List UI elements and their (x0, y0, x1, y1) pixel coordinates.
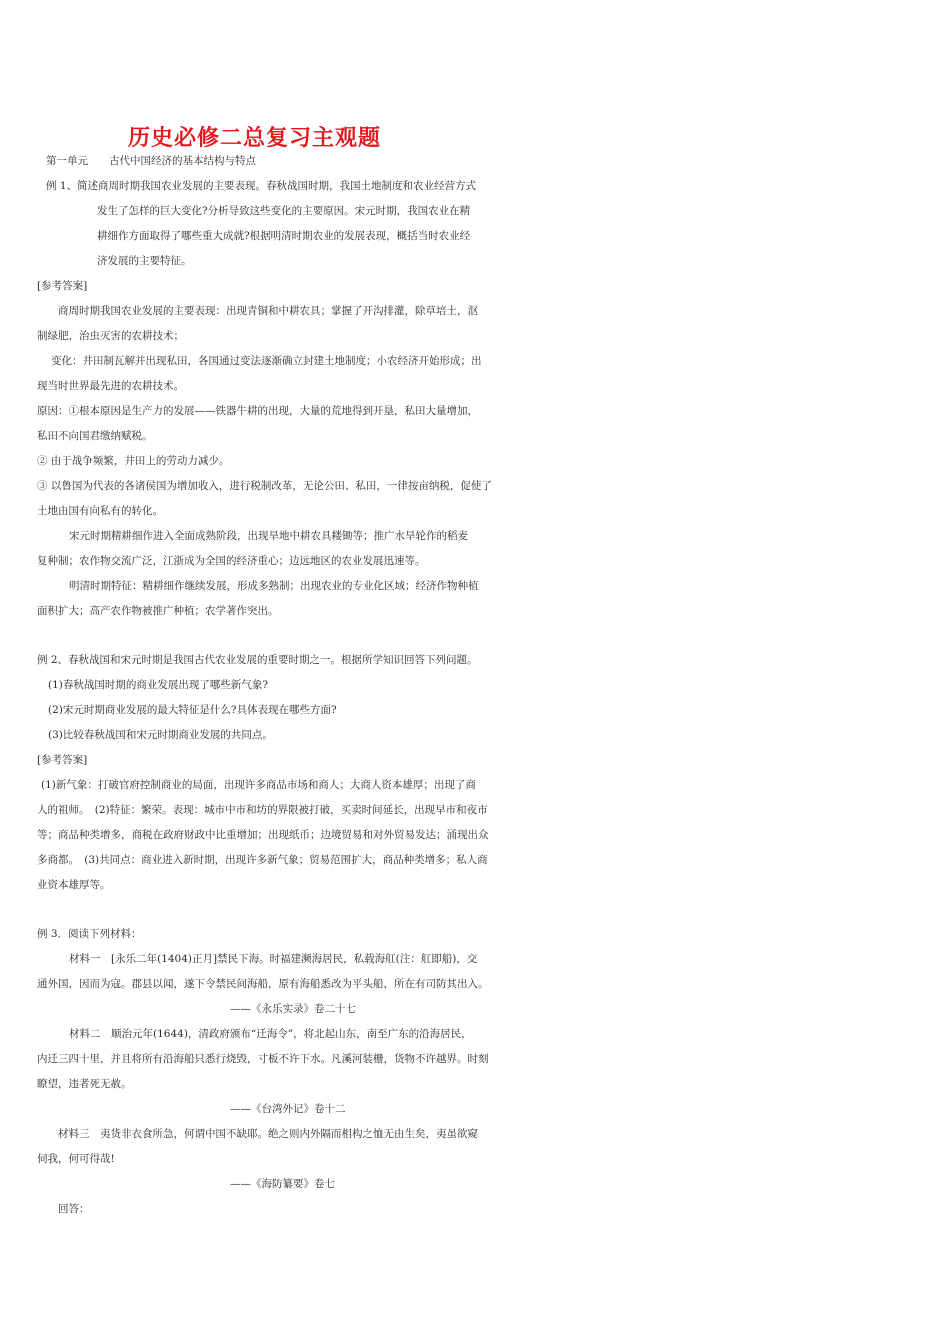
ex1-question-line: 发生了怎样的巨大变化?分析导致这些变化的主要原因。宋元时期，我国农业在精 (97, 205, 471, 217)
ex1-question-line: 济发展的主要特征。 (97, 255, 192, 267)
ex1-answer-line: 宋元时期精耕细作进入全面成熟阶段，出现旱地中耕农具耧锄等；推广水旱轮作的稻麦 (69, 530, 468, 542)
ex3-source-citation: ——《海防纂要》卷七 (230, 1178, 335, 1190)
ex3-material-line: 瞭望，违者死无赦。 (37, 1078, 132, 1090)
ex1-answer-line: ② 由于战争频繁，井田上的劳动力减少。 (37, 455, 230, 467)
ex1-question-line: 耕细作方面取得了哪些重大成就?根据明清时期农业的发展表现，概括当时农业经 (97, 230, 471, 242)
ex1-answer-line: 私田不向国君缴纳赋税。 (37, 430, 153, 442)
ex1-answer-line: 明清时期特征：精耕细作继续发展，形成多熟制；出现农业的专业化区域；经济作物种植 (69, 580, 479, 592)
ex1-answer-line: 原因：①根本原因是生产力的发展——铁器牛耕的出现，大量的荒地得到开垦，私田大量增加， (37, 405, 478, 417)
ex3-answer-label: 回答： (58, 1203, 90, 1215)
ex3-source-citation: ——《永乐实录》卷二十七 (230, 1003, 356, 1015)
ex3-material-line: 内迁三四十里，并且将所有沿海船只悉行烧毁，寸板不许下水。凡溪河装栅，货物不许越界。时刻 (37, 1053, 489, 1065)
ex1-answer-line: ③ 以鲁国为代表的各诸侯国为增加收入，进行税制改革，无论公田、私田，一律按亩纳税，促使了 (37, 480, 492, 492)
ex2-reference-label: [参考答案] (37, 754, 88, 766)
ex1-answer-line: 现当时世界最先进的农耕技术。 (37, 380, 184, 392)
unit-heading: 第一单元 古代中国经济的基本结构与特点 (46, 155, 256, 167)
ex2-answer-line: 人的祖师。 (2)特征：繁荣。表现：城市中市和坊的界限被打破，买卖时间延长，出现早市和夜市 (37, 804, 488, 816)
ex2-answer-line: (1)新气象：打破官府控制商业的局面，出现许多商品市场和商人；大商人资本雄厚；出现了商 (41, 779, 476, 791)
ex2-answer-line: 多商都。 (3)共同点：商业进入新时期，出现许多新气象；贸易范围扩大，商品种类增多；私人商 (37, 854, 488, 866)
ex2-subquestion: (3)比较春秋战国和宋元时期商业发展的共同点。 (48, 729, 273, 741)
ex2-question-line: 例 2、春秋战国和宋元时期是我国古代农业发展的重要时期之一。根据所学知识回答下列问题。 (37, 654, 478, 666)
ex1-answer-line: 制绿肥，治虫灭害的农耕技术； (37, 330, 184, 342)
ex1-answer-line: 复种制；农作物交流广泛，江浙成为全国的经济重心；边远地区的农业发展迅速等。 (37, 555, 426, 567)
ex2-subquestion: (1)春秋战国时期的商业发展出现了哪些新气象? (48, 679, 269, 691)
ex1-answer-line: 土地由国有向私有的转化。 (37, 505, 163, 517)
ex3-material-line: 通外国，因而为寇。郡县以闻，遂下令禁民间海船，原有海船悉改为平头船，所在有司防其出入。 (37, 978, 489, 990)
ex3-material-line: 材料三 夷货非衣食所急，何谓中国不缺耶。绝之则内外隔而相构之恤无由生矣，夷虽欲窥 (58, 1128, 478, 1140)
ex1-answer-line: 变化：井田制瓦解并出现私田，各国通过变法逐渐确立封建土地制度；小农经济开始形成；出 (51, 355, 482, 367)
ex2-answer-line: 业资本雄厚等。 (37, 879, 111, 891)
ex1-answer-line: 商周时期我国农业发展的主要表现：出现青铜和中耕农具；掌握了开沟排灌，除草培土，沤 (58, 305, 478, 317)
ex3-material-line: 伺我，何可得哉! (37, 1153, 115, 1165)
ex3-material-line: 材料一 [永乐二年(1404)正月]禁民下海。时福建濒海居民，私载海舡(注：舡即船)，交 (69, 953, 478, 965)
ex3-material-line: 材料二 顺治元年(1644)，清政府颁布“迁海令”，将北起山东，南至广东的沿海居民， (69, 1028, 472, 1040)
ex1-question-line: 例 1、简述商周时期我国农业发展的主要表现。春秋战国时期，我国土地制度和农业经营方式 (46, 180, 477, 192)
ex2-answer-line: 等；商品种类增多，商税在政府财政中比重增加；出现纸币；边境贸易和对外贸易发达；涌现出众 (37, 829, 489, 841)
ex2-subquestion: (2)宋元时期商业发展的最大特征是什么?具体表现在哪些方面? (48, 704, 337, 716)
ex1-reference-label: [参考答案] (37, 280, 88, 292)
ex3-source-citation: ——《台湾外记》卷十二 (230, 1103, 346, 1115)
document-title: 历史必修二总复习主观题 (128, 125, 382, 151)
ex3-question-line: 例 3．阅读下列材料： (37, 928, 142, 940)
ex1-answer-line: 面积扩大；高产农作物被推广种植；农学著作突出。 (37, 605, 279, 617)
